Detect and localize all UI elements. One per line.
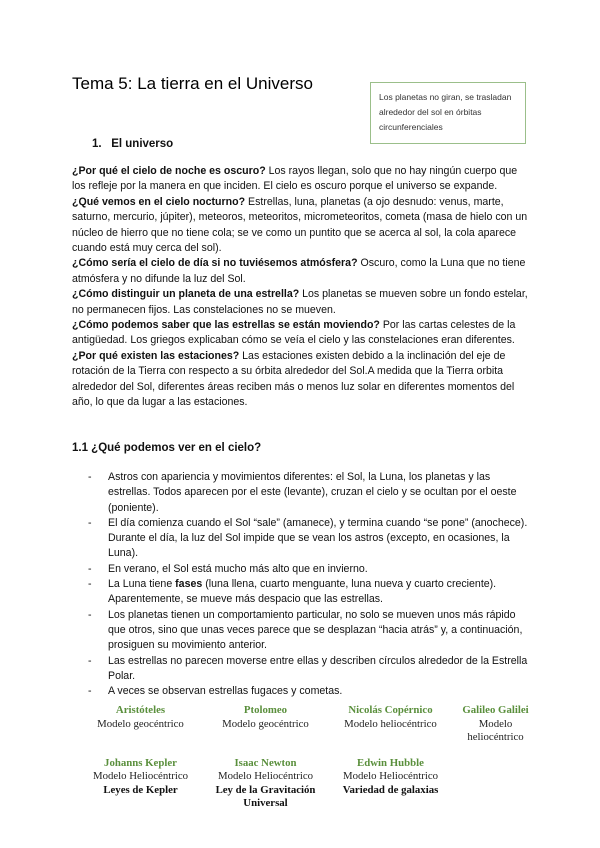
- scientist-model: Modelo Heliocéntrico: [92, 770, 189, 782]
- note-box: [370, 82, 526, 144]
- section-heading-universe: [92, 138, 173, 150]
- item-text: En verano, el Sol está mucho más alto que en invierno.: [108, 562, 368, 575]
- qa-item: [72, 349, 528, 411]
- answer: Las estaciones existen debido a la inclinación del eje de rotación de la Tierra con respecto a su órbita alrededor del Sol.A medida que la Tierra orbita alrededor del Sol, diferentes áreas reciben más o menos luz solar en diferentes momentos del año, lo que da lugar a las estaciones.: [72, 349, 515, 409]
- item-text-continued: (luna llena, cuarto menguante, luna nueva y cuarto creciente). Aparentemente, se mueve más despacio que las estrellas.: [108, 578, 497, 606]
- list-item: [88, 654, 528, 685]
- question: ¿Por qué existen las estaciones?: [72, 349, 240, 362]
- qa-item: [72, 195, 528, 257]
- question: ¿Qué vemos en el cielo nocturno?: [72, 195, 246, 208]
- scientist-contribution: Leyes de Kepler: [103, 783, 178, 796]
- dash-marker: -: [88, 654, 92, 667]
- scientist-cell: [453, 704, 538, 745]
- list-item: [88, 684, 528, 699]
- scientist-name: Galileo Galilei: [462, 704, 529, 716]
- answer: Estrellas, luna, planetas (a ojo desnudo: venus, marte, saturno, mercurio, júpiter), meteoros, meteoritos, micrometeoritos, cometa (masa de hielo con un núcleo de hierro que no tiene cola; se ve como un puntito que se acerca al sol, la cola aparece cuando está muy cerca del sol).: [72, 195, 528, 255]
- scientist-name: Ptolomeo: [243, 704, 288, 716]
- scientist-cell: [203, 757, 328, 811]
- scientist-cell: [78, 757, 203, 811]
- answer: Los rayos llegan, solo que no hay ningún cuerpo que los refleje por la manera en que inciden. El cielo es oscuro porque el universo se expande.: [72, 165, 518, 193]
- list-item: [88, 470, 528, 516]
- item-text: A veces se observan estrellas fugaces y cometas.: [108, 685, 343, 698]
- scientist-model: Modelo geocéntrico: [97, 717, 184, 730]
- list-item: [88, 577, 528, 608]
- scientist-cell: [78, 704, 203, 745]
- question: ¿Cómo distinguir un planeta de una estrella?: [72, 288, 300, 301]
- list-item: [88, 516, 528, 562]
- question: ¿Por qué el cielo de noche es oscuro?: [72, 165, 266, 177]
- item-text: Los planetas tienen un comportamiento particular, no solo se mueven unos más rápido que otros, sino que unas veces parece que se desplazan “hacia atrás” y, a continuación, prosiguen su movimiento anterior.: [108, 608, 523, 652]
- section-number: 1.: [92, 138, 102, 150]
- scientists-table: [78, 704, 528, 811]
- scientist-name: Isaac Newton: [234, 756, 297, 769]
- qa-item: [72, 318, 528, 349]
- question-answer-list: [72, 164, 528, 411]
- scientist-contribution: Variedad de galaxias: [342, 783, 439, 796]
- scientist-model: Modelo Heliocéntrico: [342, 770, 439, 782]
- section-label: El universo: [111, 138, 174, 150]
- question: ¿Cómo podemos saber que las estrellas se están moviendo?: [72, 319, 380, 332]
- list-item: [88, 562, 528, 577]
- scientist-model: Modelo Heliocéntrico: [217, 770, 314, 782]
- page-title: Tema 5: La tierra en el Universo: [72, 74, 313, 93]
- item-text: El día comienza cuando el Sol “sale” (amanece), y termina cuando “se pone” (anochece). Durante el día, la luz del Sol impide que se vean los astros (excepto, en ocasiones, la Luna).: [108, 516, 528, 560]
- observation-list: [88, 470, 528, 699]
- dash-marker: -: [88, 471, 92, 483]
- scientist-model: Modelo heliocéntrico: [344, 717, 437, 730]
- dash-marker: -: [88, 562, 92, 575]
- scientist-cell: [328, 757, 453, 811]
- list-item: [88, 608, 528, 654]
- answer: Oscuro, como la Luna que no tiene atmósfera y no difunde la luz del Sol.: [72, 257, 526, 285]
- dash-marker: -: [88, 685, 92, 698]
- dash-marker: -: [88, 578, 92, 591]
- qa-item: [72, 164, 528, 195]
- qa-item: [72, 256, 528, 287]
- item-text: La Luna tiene: [108, 578, 176, 591]
- item-text: Astros con apariencia y movimientos diferentes: el Sol, la Luna, los planetas y las estrellas. Todos aparecen por el este (levante), cruzan el cielo y se ocultan por el oeste (poniente).: [108, 471, 517, 514]
- scientist-name: Edwin Hubble: [357, 756, 424, 769]
- scientist-model: Modelo heliocéntrico: [467, 717, 524, 743]
- item-text: Las estrellas no parecen moverse entre ellas y describen círculos alrededor de la Estrella Polar.: [108, 654, 528, 682]
- scientist-cell: [203, 704, 328, 745]
- subsection-heading: 1.1 ¿Qué podemos ver en el cielo?: [72, 442, 262, 454]
- note-text: Los planetas no giran, se trasladan alrededor del sol en órbitas circunferenciales: [379, 92, 512, 132]
- dash-marker: -: [88, 608, 92, 621]
- scientist-model: Modelo geocéntrico: [222, 717, 309, 730]
- answer: Los planetas se mueven sobre un fondo estelar, no permanecen fijos. Las constelaciones no se mueven.: [72, 288, 528, 316]
- scientist-contribution: Ley de la Gravitación Universal: [215, 783, 316, 809]
- scientist-name: Aristóteles: [115, 704, 166, 716]
- item-bold-text: fases: [175, 578, 203, 591]
- scientist-name: Nicolás Copérnico: [348, 704, 433, 716]
- qa-item: [72, 287, 528, 318]
- scientist-cell: [328, 704, 453, 745]
- scientist-name: Johanns Kepler: [104, 756, 177, 769]
- dash-marker: -: [88, 516, 92, 529]
- answer: Por las cartas celestes de la antigüedad. Los griegos explicaban cómo se veía el cielo y las constelaciones eran diferentes.: [72, 319, 516, 347]
- question: ¿Cómo sería el cielo de día si no tuviésemos atmósfera?: [72, 257, 358, 270]
